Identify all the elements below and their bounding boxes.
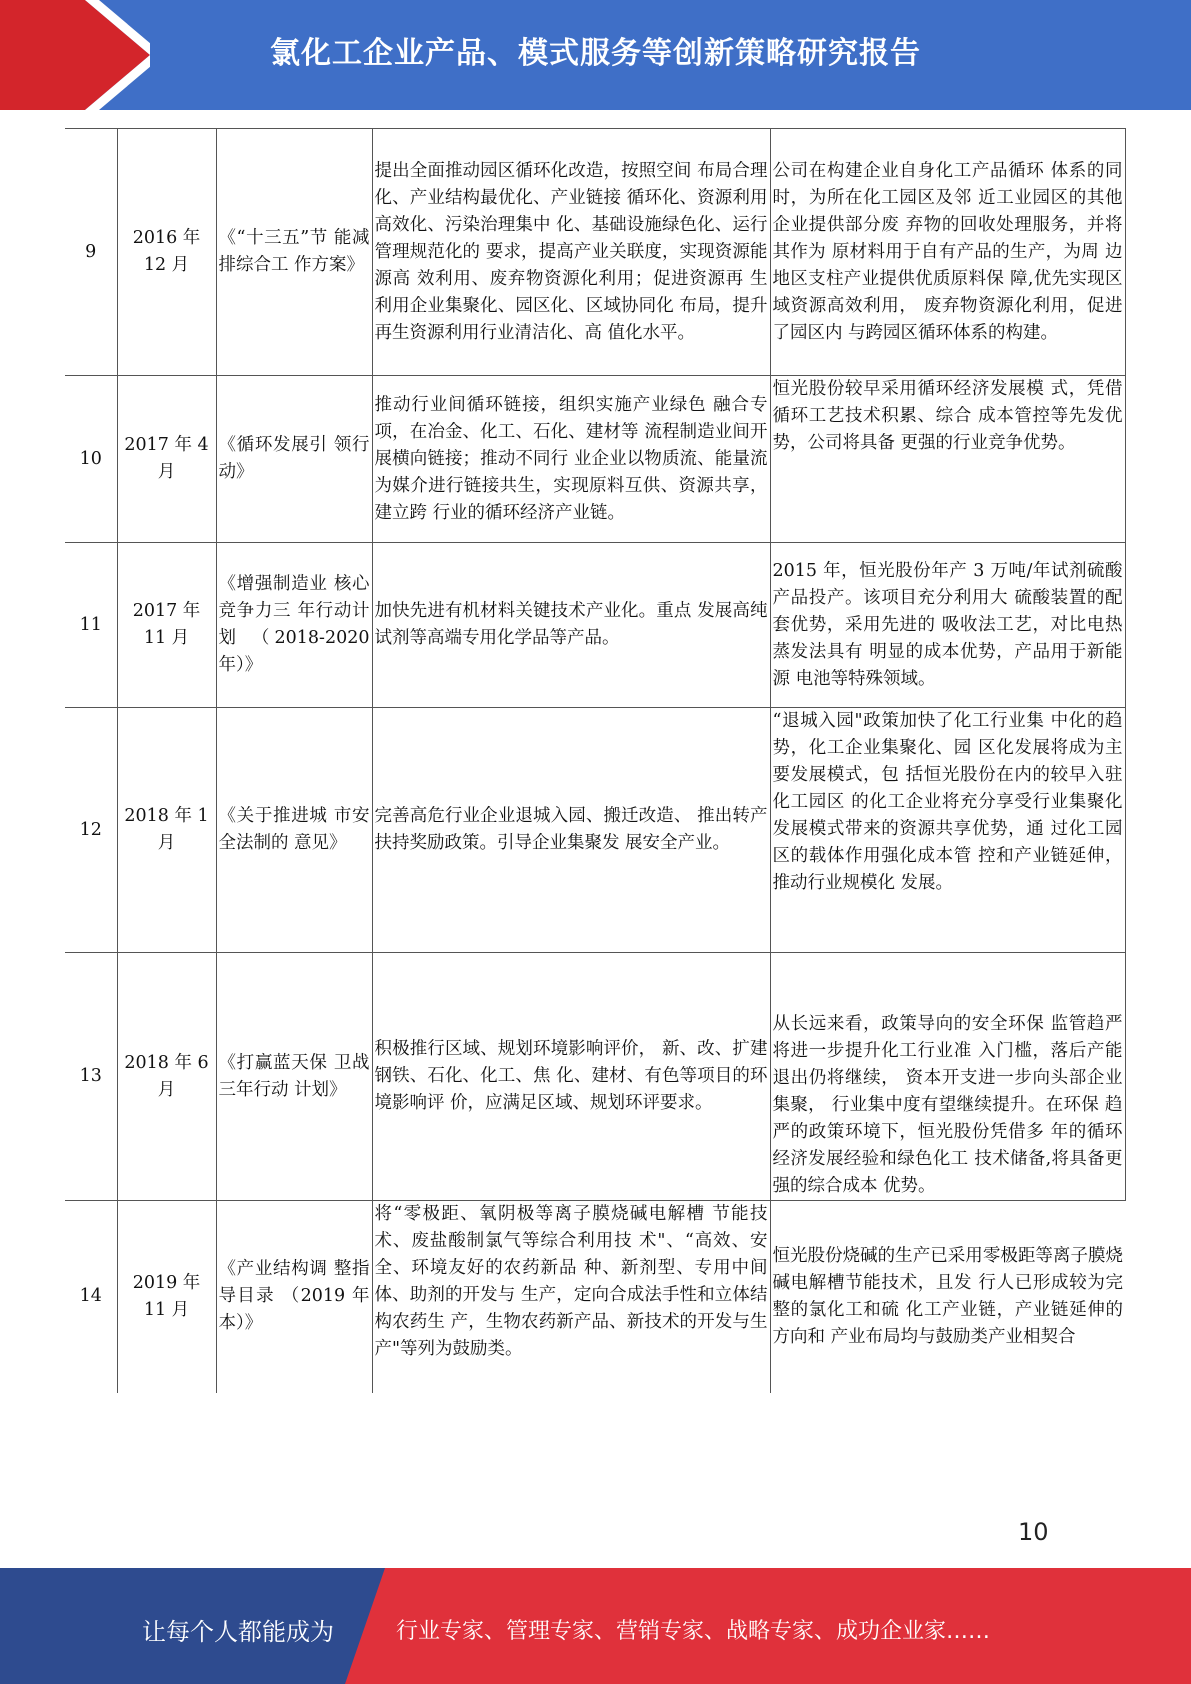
table-row [65,129,1125,376]
table-row [65,953,1125,1201]
row-number: 12 [65,708,117,953]
page-header [0,0,1191,110]
policy-name: 《增强制造业 核心竞争力三 年行动计划 （2018-2020 年）》 [216,543,372,708]
header-red-chevron [0,0,150,110]
issue-date: 2016 年 12 月 [117,129,216,376]
policy-impact: 公司在构建企业自身化工产品循环 体系的同时，为所在化工园区及邻 近工业园区的其他企业提供部分废 弃物的回收处理服务，并将其作为 原材料用于自有产品的生产，为周 边地区支柱产业提供优质原料保 障,优先实现区域资源高效利用， 废弃物资源化利用，促进了园区内 与跨园区循环体系的构建。 [770,129,1125,376]
table-row [65,543,1125,708]
policy-name: 《产业结构调 整指导目录 （2019 年 本）》 [216,1201,372,1393]
issue-date: 2018 年 6 月 [117,953,216,1201]
policy-content: 完善高危行业企业退城入园、搬迁改造、 推出转产扶持奖励政策。引导企业集聚发 展安全产业。 [372,708,770,953]
issue-date: 2019 年 11 月 [117,1201,216,1393]
policy-name: 《关于推进城 市安全法制的 意见》 [216,708,372,953]
policy-impact: 从长远来看，政策导向的安全环保 监管趋严将进一步提升化工行业准 入门槛，落后产能退出仍将继续， 资本开支进一步向头部企业集聚， 行业集中度有望继续提升。在环保 趋严的政策环境下，恒光股份凭借多 年的循环经济发展经验和绿色化工 技术储备,将具备更强的综合成本 优势。 [770,953,1125,1201]
policy-impact: “退城入园"政策加快了化工行业集 中化的趋势，化工企业集聚化、园 区化发展将成为主要发展模式，包 括恒光股份在内的较早入驻化工园区 的化工企业将充分享受行业集聚化 发展模式带来的资源共享优势，通 过化工园区的载体作用强化成本管 控和产业链延伸，推动行业规模化 发展。 [770,708,1125,953]
issue-date: 2018 年 1 月 [117,708,216,953]
row-number: 11 [65,543,117,708]
policy-content: 推动行业间循环链接，组织实施产业绿色 融合专项，在冶金、化工、石化、建材等 流程制造业间开展横向链接；推动不同行 业企业以物质流、能量流为媒介进行链接共生，实现原料互供、资源共享，建立跨 行业的循环经济产业链。 [372,376,770,543]
policy-name: 《“十三五”节 能减排综合工 作方案》 [216,129,372,376]
row-number: 10 [65,376,117,543]
table-row [65,708,1125,953]
row-number: 14 [65,1201,117,1393]
policy-impact: 2015 年，恒光股份年产 3 万吨/年试剂硫酸产品投产。该项目充分利用大 硫酸装置的配套优势，采用先进的 吸收法工艺，对比电热蒸发法具有 明显的成本优势，产品用于新能源 电池等特殊领域。 [770,543,1125,708]
issue-date: 2017 年 4 月 [117,376,216,543]
policy-impact: 恒光股份较早采用循环经济发展模 式，凭借循环工艺技术积累、综合 成本管控等先发优势，公司将具备 更强的行业竞争优势。 [770,376,1125,543]
policy-content: 将“零极距、氧阴极等离子膜烧碱电解槽 节能技术、废盐酸制氯气等综合利用技 术"、“高效、安全、环境友好的农药新品 种、新剂型、专用中间体、助剂的开发与 生产，定向合成法手性和立体结构农药生 产，生物农药新产品、新技术的开发与生 产"等列为鼓励类。 [372,1201,770,1393]
policy-name: 《循环发展引 领行动》 [216,376,372,543]
page-number: 10 [1018,1518,1049,1546]
policy-content: 积极推行区域、规划环境影响评价， 新、改、扩建钢铁、石化、化工、焦 化、建材、有色等项目的环境影响评 价，应满足区域、规划环评要求。 [372,953,770,1201]
policy-content: 提出全面推动园区循环化改造，按照空间 布局合理化、产业结构最优化、产业链接 循环化、资源利用高效化、污染治理集中 化、基础设施绿色化、运行管理规范化的 要求，提高产业关联度，实现资源能源高 效利用、废弃物资源化利用；促进资源再 生利用企业集聚化、园区化、区域协同化 布局，提升再生资源利用行业清洁化、高 值化水平。 [372,129,770,376]
policy-impact: 恒光股份烧碱的生产已采用零极距等离子膜烧碱电解槽节能技术，且发 行人已形成较为完整的氯化工和硫 化工产业链，产业链延伸的方向和 产业布局均与鼓励类产业相契合 [770,1201,1125,1393]
table-row [65,1201,1125,1393]
page-footer [0,1568,1191,1684]
policy-content: 加快先进有机材料关键技术产业化。重点 发展高纯试剂等高端专用化学品等产品。 [372,543,770,708]
report-title: 氯化工企业产品、模式服务等创新策略研究报告 [270,36,921,71]
table-row [65,376,1125,543]
row-number: 9 [65,129,117,376]
policy-table [65,128,1126,1393]
row-number: 13 [65,953,117,1201]
footer-slogan-right: 行业专家、管理专家、营销专家、战略专家、成功企业家…… [396,1619,991,1644]
issue-date: 2017 年 11 月 [117,543,216,708]
policy-name: 《打赢蓝天保 卫战三年行动 计划》 [216,953,372,1201]
footer-slogan-left: 让每个人都能成为 [142,1618,334,1646]
